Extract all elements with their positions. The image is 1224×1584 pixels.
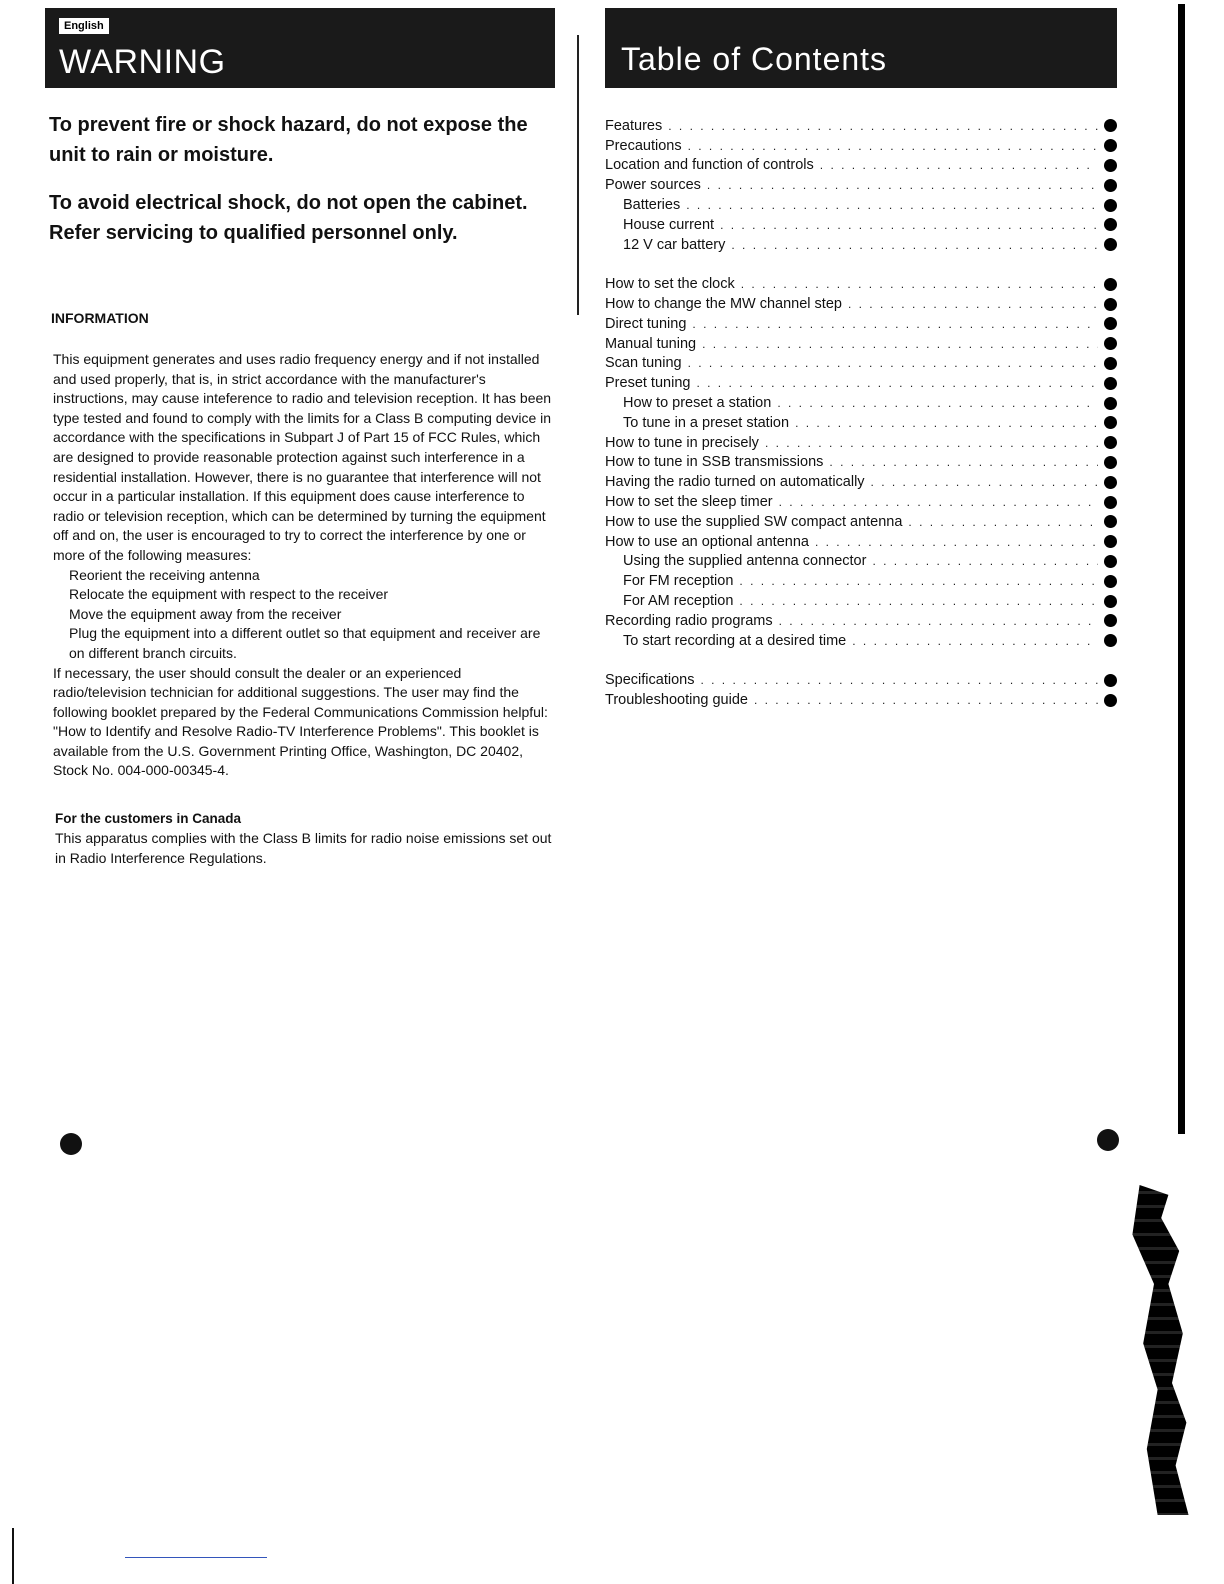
page-bullet-icon (1104, 179, 1117, 192)
information-heading: INFORMATION (51, 310, 149, 326)
toc-leader-dots (815, 535, 1098, 549)
toc-entry-label: Batteries (623, 197, 681, 214)
information-paragraph: This equipment generates and uses radio frequency energy and if not installed and used properly, that is, in strict accordance with the manufacturer's instructions, may cause inteference to radio and television reception. It has been type tested and found to comply with the limits for a Class B computing device in accordance with the specifications in Subpart J of Part 15 of FCC Rules, which are designed to provide reasonable protection against such interference in a residential installation. However, there is no guarantee that interference will not occur in a particular installation. If this equipment does cause interference to radio or television reception, which can be determined by turning the equipment off and on, the user is encouraged to try to correct the interference by one or more of the following measures: (53, 351, 552, 563)
page-bullet-icon (1104, 496, 1117, 509)
warning-fire: To prevent fire or shock hazard, do not expose the unit to rain or moisture. (49, 114, 528, 166)
toc-entry-label: How to change the MW channel step (605, 296, 842, 313)
page-bullet-icon (1104, 535, 1117, 548)
canada-heading: For the customers in Canada (55, 811, 242, 827)
toc-entry-label: Troubleshooting guide (605, 692, 748, 708)
toc-entry-label: To start recording at a desired time (623, 632, 847, 649)
toc-leader-dots (765, 436, 1098, 450)
page-bullet-icon (1104, 159, 1117, 172)
toc-entry-label: How to preset a station (623, 395, 772, 412)
page-number-right-marker (1097, 1129, 1119, 1151)
toc-entry (605, 334, 1117, 354)
toc-leader-dots (700, 673, 1098, 687)
toc-entry (605, 156, 1117, 176)
canada-text: This apparatus complies with the Class B limits for radio noise emissions set out in Radio Interference Regulations. (55, 830, 552, 867)
toc-entry (605, 215, 1117, 235)
toc-leader-dots (707, 178, 1098, 192)
toc-leader-dots (686, 198, 1098, 212)
contents-title: Table of Contents (621, 41, 888, 77)
toc-leader-dots (688, 356, 1098, 370)
toc-entry (605, 354, 1117, 374)
toc-entry (605, 453, 1117, 473)
language-tag: English (59, 18, 109, 34)
information-body (53, 350, 555, 781)
toc-entry-label: How to use the supplied SW compact antenna (605, 513, 903, 530)
toc-entry-label: Recording radio programs (605, 612, 773, 629)
toc-entry-label: To tune in a preset station (623, 414, 790, 431)
toc-entry (605, 591, 1117, 611)
toc-entry (605, 670, 1117, 690)
page-bullet-icon (1104, 357, 1117, 370)
toc-entry (605, 136, 1117, 156)
toc-leader-dots (702, 337, 1098, 351)
toc-entry-label: Features (605, 117, 663, 134)
toc-entry (605, 433, 1117, 453)
page-bullet-icon (1104, 278, 1117, 291)
toc-entry-label: How to set the sleep timer (605, 494, 773, 511)
page-bullet-icon (1104, 555, 1117, 568)
page-bullet-icon (1104, 614, 1117, 627)
toc-entry (605, 195, 1117, 215)
toc-entry-label: Direct tuning (605, 315, 687, 332)
measure-item: Relocate the equipment with respect to the receiver (69, 586, 389, 603)
toc-entry (605, 314, 1117, 334)
toc-entry (605, 472, 1117, 492)
information-closing: If necessary, the user should consult the dealer or an experienced radio/television technician for additional suggestions. The user may find the following booklet prepared by the Federal Communications Commission helpful: (53, 664, 548, 720)
toc-leader-dots (739, 594, 1098, 608)
scan-edge-bar (1178, 4, 1185, 1134)
measures-list (69, 566, 555, 664)
warning-shock: To avoid electrical shock, do not open the cabinet. Refer servicing to qualified personnel only. (49, 192, 528, 244)
toc-entry-label: How to tune in precisely (605, 434, 759, 451)
toc-entry-label: Scan tuning (605, 355, 682, 372)
toc-leader-dots (688, 139, 1098, 153)
toc-entry-label: Power sources (605, 177, 701, 194)
information-booklet: "How to Identify and Resolve Radio-TV Interference Problems". This booklet is available from the U.S. Government Printing Office, Washington, DC 20402, Stock No. 004-000-00345-4. (53, 723, 539, 779)
toc-leader-dots (668, 119, 1098, 133)
toc-leader-dots (871, 475, 1098, 489)
toc-entry-label: House current (623, 216, 715, 233)
page-bullet-icon (1104, 694, 1117, 707)
toc-entry (605, 611, 1117, 631)
page-bullet-icon (1104, 397, 1117, 410)
toc-leader-dots (820, 158, 1098, 172)
page-bullet-icon (1104, 218, 1117, 231)
measure-item: Plug the equipment into a different outlet so that equipment and receiver are on different branch circuits. (69, 625, 541, 661)
toc-leader-dots (908, 515, 1098, 529)
toc-entry-label: 12 V car battery (623, 236, 726, 253)
toc-entry (605, 274, 1117, 294)
toc-entry (605, 116, 1117, 136)
toc-entry-label: Having the radio turned on automatically (605, 474, 865, 491)
toc-entry-label: Location and function of controls (605, 157, 814, 174)
warning-page (45, 8, 555, 868)
scan-bottom-line (125, 1557, 267, 1558)
toc-leader-dots (731, 238, 1098, 252)
page-bullet-icon (1104, 199, 1117, 212)
toc-spacer (605, 255, 1117, 275)
toc-entry-label: How to set the clock (605, 276, 735, 293)
page-bullet-icon (1104, 436, 1117, 449)
toc-entry (605, 631, 1117, 651)
toc-entry (605, 235, 1117, 255)
toc-leader-dots (848, 297, 1098, 311)
toc-entry (605, 492, 1117, 512)
toc-leader-dots (741, 277, 1098, 291)
page-bullet-icon (1104, 337, 1117, 350)
toc-entry-label: How to tune in SSB transmissions (605, 454, 824, 471)
toc-entry (605, 373, 1117, 393)
page-bullet-icon (1104, 298, 1117, 311)
fold-line (577, 35, 579, 315)
page-bullet-icon (1104, 416, 1117, 429)
toc-entry-label: Using the supplied antenna connector (623, 553, 867, 570)
page-bullet-icon (1104, 317, 1117, 330)
page-bullet-icon (1104, 595, 1117, 608)
toc-leader-dots (872, 554, 1098, 568)
page-bullet-icon (1104, 238, 1117, 251)
toc-entry-label: Specifications (605, 672, 695, 689)
toc-entry-label: For AM reception (623, 593, 734, 610)
toc-leader-dots (829, 455, 1098, 469)
toc-entry (605, 532, 1117, 552)
toc-entry (605, 552, 1117, 572)
warning-title: WARNING (59, 43, 226, 81)
toc-leader-dots (720, 218, 1098, 232)
toc-leader-dots (754, 693, 1098, 707)
toc-entry (605, 393, 1117, 413)
toc-entry (605, 294, 1117, 314)
toc-entry-label: Preset tuning (605, 375, 691, 392)
page-bullet-icon (1104, 674, 1117, 687)
toc-leader-dots (779, 614, 1098, 628)
scan-edge-ink (1118, 1185, 1190, 1515)
scan-left-tick (12, 1528, 14, 1584)
page-bullet-icon (1104, 377, 1117, 390)
toc-entry (605, 690, 1117, 710)
table-of-contents (605, 116, 1117, 710)
page-bullet-icon (1104, 476, 1117, 489)
page-bullet-icon (1104, 515, 1117, 528)
measure-item: Reorient the receiving antenna (69, 566, 260, 583)
toc-entry (605, 175, 1117, 195)
page-bullet-icon (1104, 119, 1117, 132)
toc-entry (605, 571, 1117, 591)
measure-item: Move the equipment away from the receiver (69, 605, 342, 622)
toc-leader-dots (692, 317, 1098, 331)
toc-leader-dots (795, 416, 1098, 430)
page-bullet-icon (1104, 575, 1117, 588)
toc-leader-dots (739, 574, 1098, 588)
page-number-left-marker (60, 1133, 82, 1155)
toc-entry-label: How to use an optional antenna (605, 533, 809, 550)
page-bullet-icon (1104, 634, 1117, 647)
toc-entry-label: Precautions (605, 137, 682, 154)
warning-banner (45, 8, 555, 88)
toc-spacer (605, 651, 1117, 671)
toc-entry (605, 413, 1117, 433)
toc-leader-dots (779, 495, 1098, 509)
page-bullet-icon (1104, 139, 1117, 152)
toc-entry-label: Manual tuning (605, 335, 697, 352)
page-bullet-icon (1104, 456, 1117, 469)
contents-banner (605, 8, 1117, 88)
toc-entry-label: For FM reception (623, 573, 734, 590)
toc-leader-dots (777, 396, 1098, 410)
toc-entry (605, 512, 1117, 532)
contents-page (605, 8, 1117, 710)
toc-leader-dots (696, 376, 1098, 390)
toc-leader-dots (852, 634, 1098, 648)
